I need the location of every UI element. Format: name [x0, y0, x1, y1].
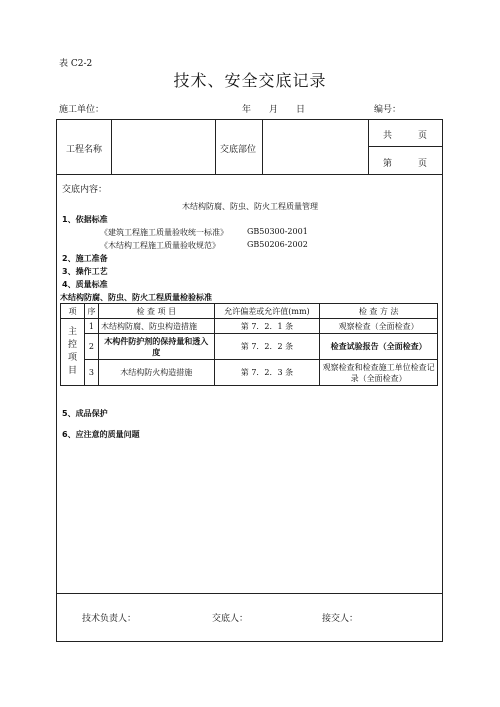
section-heading-5: 5、成品保护: [62, 409, 108, 418]
row-value: 第 7．2．1 条: [214, 319, 320, 334]
received-by-label: 接交人：: [322, 614, 359, 624]
handover-part-label: 交底部位: [220, 145, 257, 155]
grid-line: [368, 146, 443, 147]
row-method: 观察检查和检查施工单位检查记录（全面检查）: [320, 360, 438, 386]
header-cell: 检 查 项 目: [98, 304, 214, 319]
row-method: 观察检查（全面检查）: [320, 319, 438, 334]
section-heading-4: 4、质量标准: [62, 280, 108, 289]
row-method: 检查试验报告（全面检查）: [320, 334, 438, 360]
number-label: 编号：: [374, 105, 402, 115]
section-heading-6: 6、应注意的质量问题: [62, 430, 140, 439]
month-label: 月: [269, 105, 279, 115]
standard-2-name: 《木结构工程施工质量验收规范》: [100, 241, 220, 250]
header-cell: 检 查 方 法: [320, 304, 438, 319]
footer-divider: [56, 593, 443, 594]
year-label: 年: [242, 105, 252, 115]
content-intro-label: 交底内容：: [62, 185, 108, 195]
construction-unit-label: 施工单位：: [59, 105, 105, 115]
standard-1-name: 《建筑工程施工质量验收统一标准》: [100, 228, 228, 237]
header-divider: [56, 174, 443, 175]
row-item: 木构件防护剂的保持量和透入度: [98, 334, 214, 360]
grid-line: [262, 119, 263, 174]
project-name-label: 工程名称: [66, 145, 103, 155]
section-heading-2: 2、施工准备: [62, 254, 108, 263]
row-seq: 1: [84, 319, 98, 334]
header-cell: 项: [61, 304, 85, 319]
quality-standard-table: [60, 303, 438, 386]
table-row: [61, 334, 438, 360]
row-seq: 2: [84, 334, 98, 360]
row-seq: 3: [84, 360, 98, 386]
page-title: 技术、安全交底记录: [173, 71, 327, 90]
row-item: 木结构防火构造措施: [98, 360, 214, 386]
row-item: 木结构防腐、防虫构造措施: [98, 319, 214, 334]
table-header-row: [61, 304, 438, 319]
grid-line: [215, 119, 216, 174]
day-label: 日: [296, 105, 306, 115]
section-heading-3: 3、操作工艺: [62, 267, 108, 276]
total-pages-unit: 页: [418, 131, 428, 141]
handover-by-label: 交底人：: [212, 614, 249, 624]
header-cell: 允许偏差或允许值(mm): [214, 304, 320, 319]
grid-line: [111, 119, 112, 174]
page-number-label: 第: [383, 159, 393, 169]
total-pages-label: 共: [383, 131, 393, 141]
table-row: [61, 360, 438, 386]
row-value: 第 7．2．2 条: [214, 334, 320, 360]
row-value: 第 7．2．3 条: [214, 360, 320, 386]
page-number-unit: 页: [418, 159, 428, 169]
standard-1-code: GB50300-2001: [247, 227, 308, 236]
table-row: [61, 319, 438, 334]
tech-lead-label: 技术负责人：: [82, 614, 137, 624]
group-label: 主控项目: [61, 319, 85, 386]
standard-2-code: GB50206-2002: [247, 240, 308, 249]
section-heading-1: 1、依据标准: [62, 215, 108, 224]
doc-title: 木结构防腐、防虫、防火工程质量管理: [182, 202, 318, 211]
form-code: 表 C2-2: [59, 59, 93, 69]
table-caption: 木结构防腐、防虫、防火工程质量检验标准: [60, 293, 212, 302]
header-cell: 序: [84, 304, 98, 319]
